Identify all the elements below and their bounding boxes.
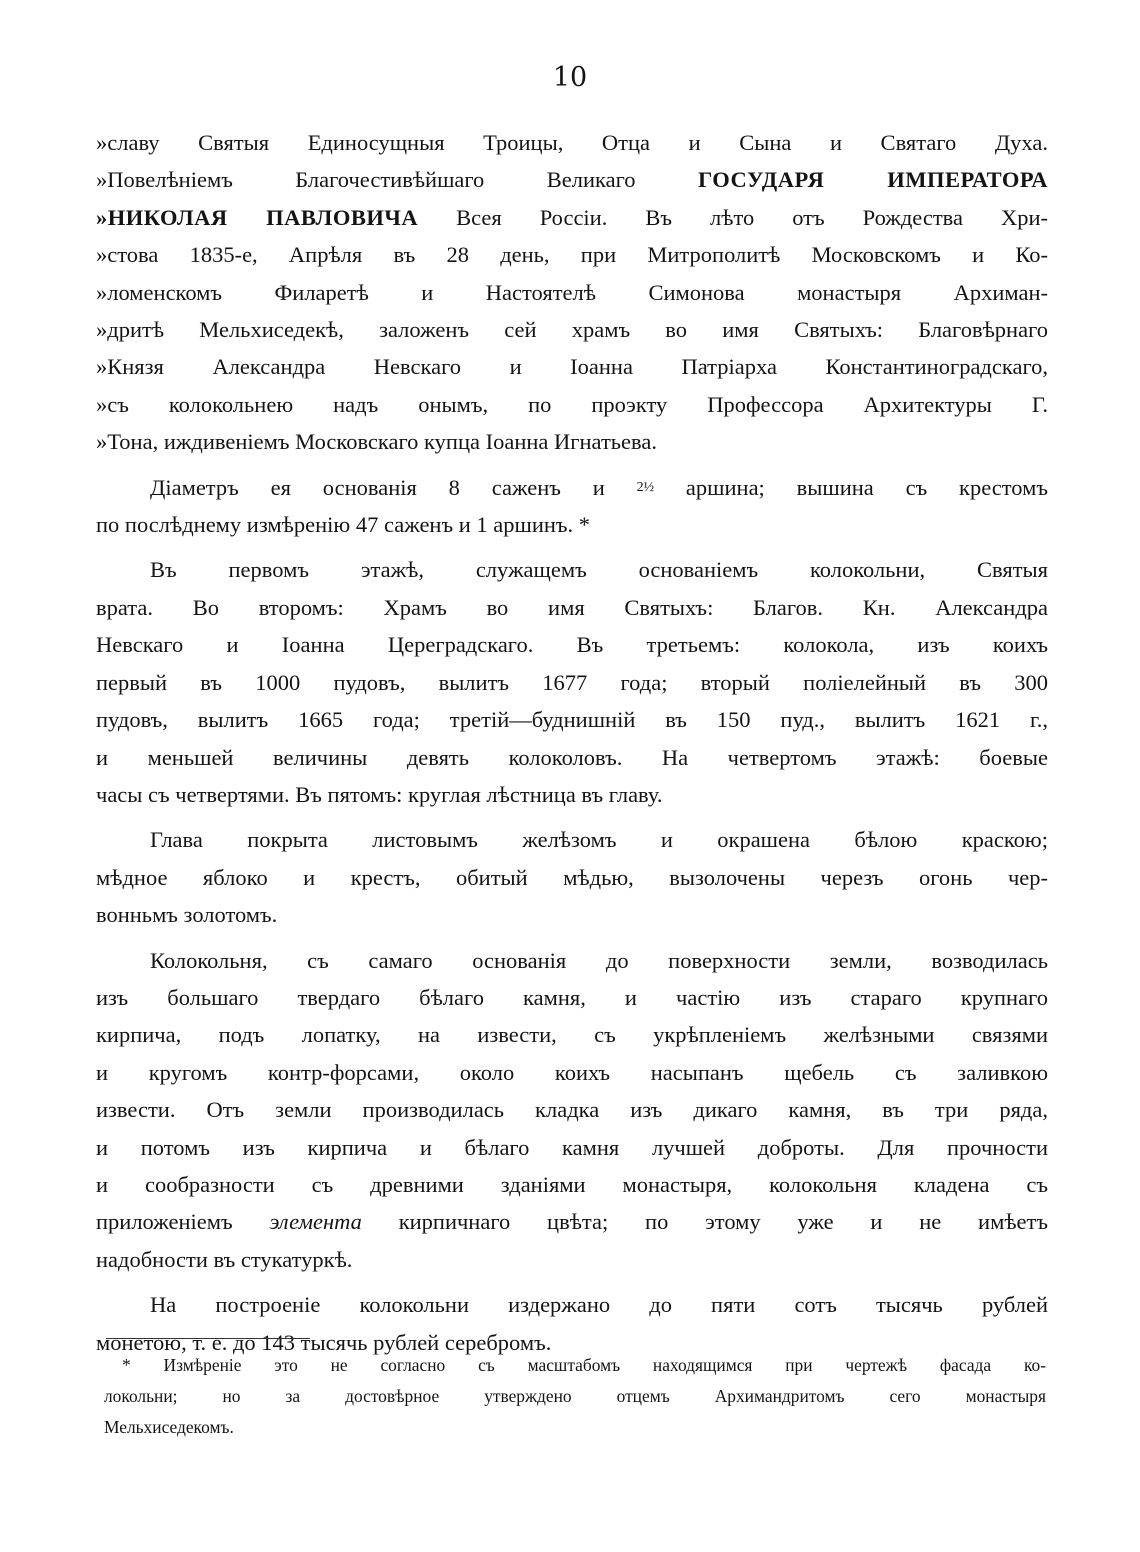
paragraph-floors	[96, 551, 1048, 813]
text-line: и меньшей величины девять колоколовъ. На четвертомъ этажѣ: боевые	[96, 744, 1048, 770]
footnote-divider	[106, 1338, 310, 1339]
text-line: и сообразности съ древними зданіями монастыря, колокольня кладена съ	[96, 1171, 1048, 1197]
footnote-line: Мельхиседекомъ.	[104, 1417, 234, 1437]
text-line: первый въ 1000 пудовъ, вылитъ 1677 года; вторый поліелейный въ 300	[96, 669, 1048, 695]
text-segment: кирпичнаго цвѣта; по этому уже и не имѣетъ	[398, 1209, 1049, 1235]
text-segment: »	[96, 242, 108, 268]
text-line: врата. Во второмъ: Храмъ во имя Святыхъ: Благов. Кн. Александра	[96, 594, 1048, 620]
text-line: изъ большаго твердаго бѣлаго камня, и частію изъ стараго крупнаго	[96, 984, 1048, 1010]
body-text	[96, 124, 1048, 1361]
text-line: »Тона, иждивеніемъ Московскаго купца Іоанна Игнатьева.	[96, 429, 657, 455]
text-line: Въ первомъ этажѣ, служащемъ основаніемъ колокольни, Святыя	[150, 557, 1048, 583]
italic-word: элемента	[269, 1209, 362, 1235]
text-segment: стова 1835-е, Апрѣля въ 28 день, при Митрополитѣ Московскомъ и Ко-	[107, 242, 1048, 268]
page-number: 10	[552, 62, 588, 93]
footnote	[104, 1350, 1046, 1443]
text-segment: Всея Россіи. Въ лѣто отъ Рождества Хри-	[456, 204, 1048, 230]
text-line: вонньмъ золотомъ.	[96, 902, 278, 928]
text-line: »съ колокольнею надъ онымъ, по проэкту Профессора Архитектуры Г.	[96, 391, 1048, 417]
text-line	[96, 199, 1048, 236]
footnote-line: * Измѣреніе это не согласно съ масштабомъ находящимся при чертежѣ фасада ко-	[122, 1355, 1046, 1375]
text-line: и кругомъ контр-форсами, около коихъ насыпанъ щебель съ заливкою	[96, 1059, 1048, 1085]
paragraph-dome	[96, 821, 1048, 933]
fraction: 2½	[636, 479, 655, 495]
text-line: »Князя Александра Невскаго и Іоанна Патріарха Константиноградскаго,	[96, 354, 1048, 380]
text-segment: »Повелѣніемъ Благочестивѣйшаго Великаго	[96, 167, 636, 193]
text-segment: аршина; вышина съ крестомъ	[685, 474, 1048, 500]
caps-segment: ГОСУДАРЯ ИМПЕРАТОРА	[698, 167, 1048, 193]
text-line: »дритѣ Мельхиседекѣ, заложенъ сей храмъ во имя Святыхъ: Благовѣрнаго	[96, 317, 1048, 343]
text-line: и потомъ изъ кирпича и бѣлаго камня лучшей доброты. Для прочности	[96, 1134, 1048, 1160]
text-line: Колокольня, съ самаго основанія до поверхности земли, возводилась	[150, 947, 1048, 973]
text-line: монетою, т. е. до 143 тысячь рублей серебромъ.	[96, 1329, 552, 1355]
text-line: Глава покрыта листовымъ желѣзомъ и окрашена бѣлою краскою;	[150, 827, 1048, 853]
text-line	[96, 236, 1048, 273]
paragraph-construction	[96, 942, 1048, 1279]
text-line: Невскаго и Іоанна Цереградскаго. Въ третьемъ: колокола, изъ коихъ	[96, 632, 1048, 658]
text-line: надобности въ стукатуркѣ.	[96, 1246, 353, 1272]
text-line: »ломенскомъ Филаретѣ и Настоятелѣ Симонова монастыря Архиман-	[96, 279, 1048, 305]
text-line	[96, 161, 1048, 198]
text-segment: Діаметръ ея основанія 8 саженъ и	[150, 474, 605, 500]
text-line: На построеніе колокольни издержано до пяти сотъ тысячь рублей	[150, 1292, 1048, 1318]
text-line: »славу Святыя Единосущныя Троицы, Отца и Сына и Святаго Духа.	[96, 130, 1048, 155]
text-line	[96, 1203, 1048, 1240]
paragraph-dimensions	[96, 469, 1048, 544]
text-line: мѣдное яблоко и крестъ, обитый мѣдью, вызолочены черезъ огонь чер-	[96, 864, 1048, 890]
text-line: часы съ четвертями. Въ пятомъ: круглая лѣстница въ главу.	[96, 781, 663, 807]
text-line: по послѣднему измѣренію 47 саженъ и 1 аршинъ. *	[96, 512, 591, 538]
text-segment: приложеніемъ	[96, 1209, 233, 1235]
caps-segment: »НИКОЛАЯ ПАВЛОВИЧА	[96, 204, 419, 230]
text-line: кирпича, подъ лопатку, на извести, съ укрѣпленіемъ желѣзными связями	[96, 1022, 1048, 1048]
text-line: пудовъ, вылитъ 1665 года; третій—буднишній въ 150 пуд., вылитъ 1621 г.,	[96, 707, 1048, 733]
paragraph-inscription	[96, 124, 1048, 461]
text-line	[96, 469, 1048, 506]
text-line: извести. Отъ земли производилась кладка изъ дикаго камня, въ три ряда,	[96, 1097, 1048, 1123]
footnote-line: локольни; но за достовѣрное утверждено отцемъ Архимандритомъ сего монастыря	[104, 1386, 1046, 1406]
